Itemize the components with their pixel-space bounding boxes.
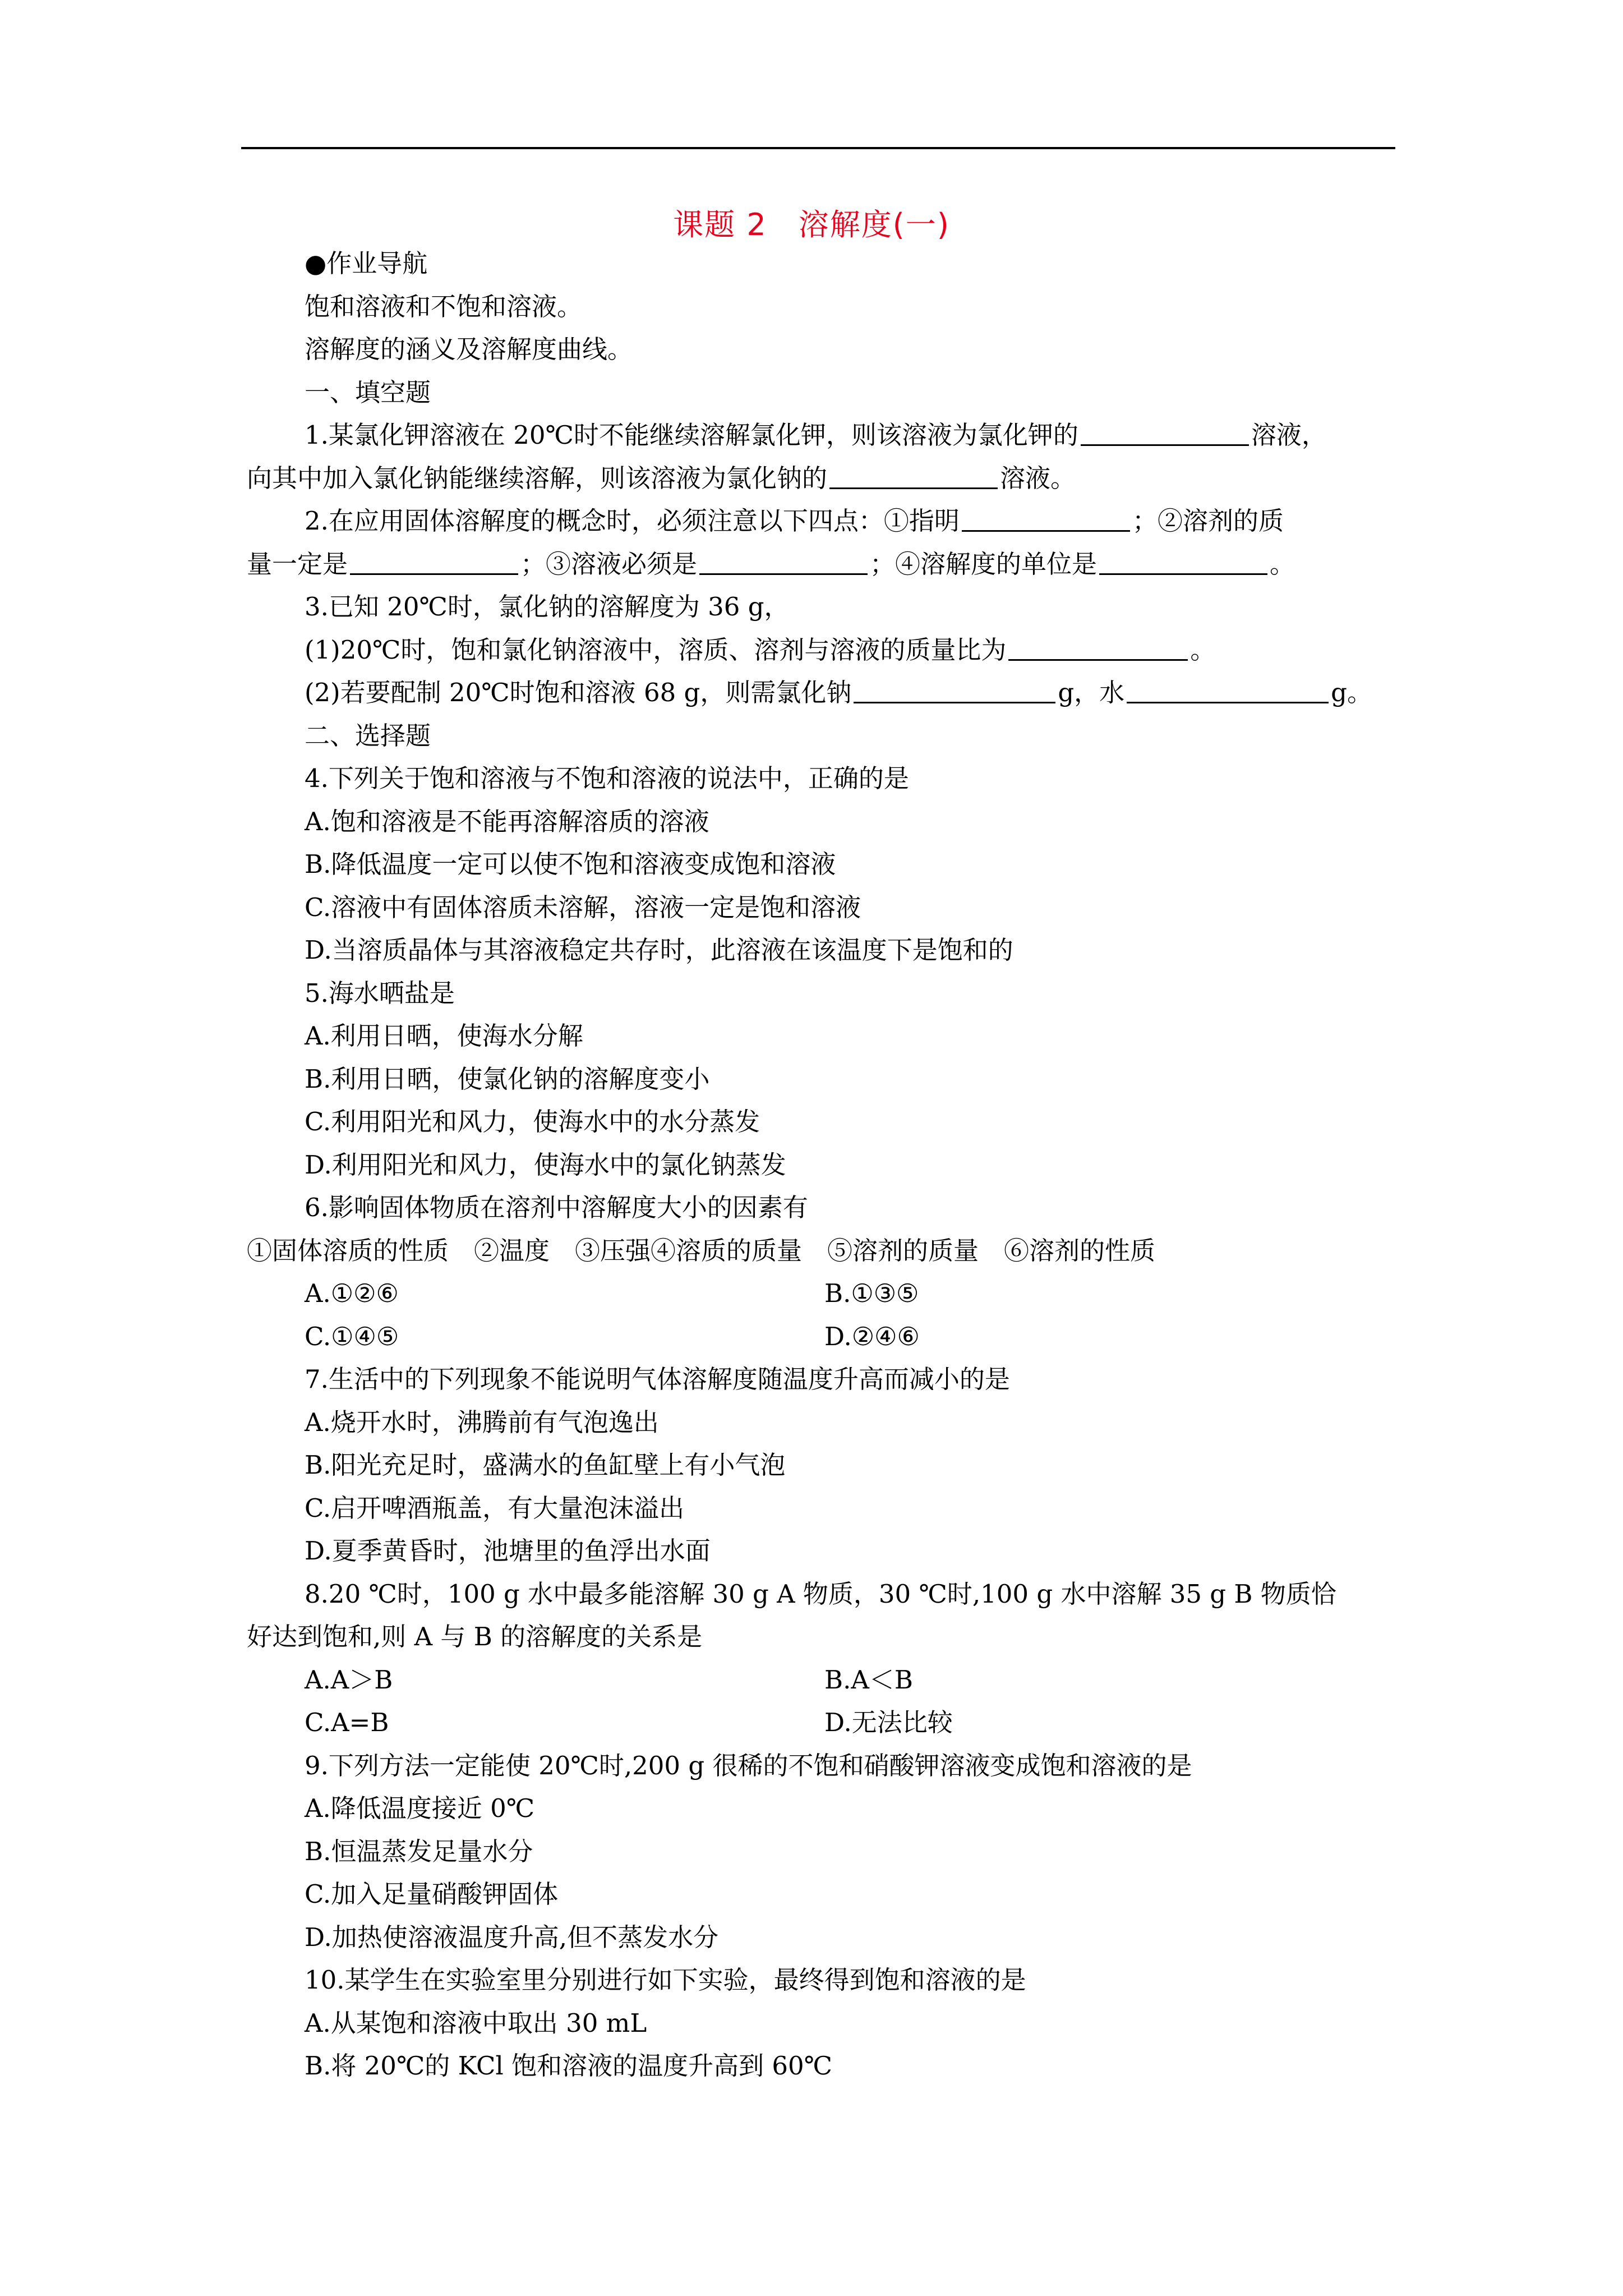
question-6-factors: ①固体溶质的性质 ②温度 ③压强④溶质的质量 ⑤溶剂的质量 ⑥溶剂的性质	[247, 1235, 1156, 1266]
option[interactable]: D.利用阳光和风力，使海水中的氯化钠蒸发	[305, 1149, 786, 1180]
answer-blank[interactable]	[829, 459, 998, 489]
option[interactable]: B.降低温度一定可以使不饱和溶液变成饱和溶液	[305, 849, 836, 879]
answer-blank[interactable]	[854, 674, 1055, 703]
question-3-stem: 3.已知 20℃时，氯化钠的溶解度为 36 g，	[305, 592, 790, 622]
option[interactable]: C.利用阳光和风力，使海水中的水分蒸发	[305, 1107, 760, 1137]
option[interactable]: A.从某饱和溶液中取出 30 mL	[305, 2008, 647, 2038]
question-5-stem: 5.海水晒盐是	[305, 978, 455, 1008]
header-rule	[241, 147, 1395, 149]
question-8-stem-cont: 好达到饱和,则 A 与 B 的溶解度的关系是	[247, 1622, 703, 1651]
option[interactable]: A.A＞B	[305, 1664, 393, 1695]
option-row	[247, 1701, 1396, 1745]
question-8-stem: 8.20 ℃时，100 g 水中最多能溶解 30 g A 物质，30 ℃时,100 g 水中溶解 35 g B 物质恰	[305, 1579, 1336, 1609]
answer-blank[interactable]	[350, 545, 518, 575]
option[interactable]: D.无法比较	[824, 1708, 953, 1737]
option[interactable]: A.烧开水时，沸腾前有气泡逸出	[305, 1407, 659, 1437]
section-heading: 一、填空题	[305, 377, 431, 407]
nav-item: 溶解度的涵义及溶解度曲线。	[305, 334, 633, 364]
question-9-stem: 9.下列方法一定能使 20℃时,200 g 很稀的不饱和硝酸钾溶液变成饱和溶液的是	[305, 1750, 1192, 1780]
answer-blank[interactable]	[699, 545, 868, 575]
option[interactable]: C.启开啤酒瓶盖，有大量泡沫溢出	[305, 1493, 685, 1523]
option[interactable]: D.当溶质晶体与其溶液稳定共存时，此溶液在该温度下是饱和的	[305, 935, 1013, 965]
option[interactable]: D.夏季黄昏时，池塘里的鱼浮出水面	[305, 1536, 711, 1566]
option[interactable]: B.将 20℃的 KCl 饱和溶液的温度升高到 60℃	[305, 2051, 833, 2081]
option[interactable]: B.利用日晒，使氯化钠的溶解度变小	[305, 1064, 710, 1094]
option[interactable]: B.恒温蒸发足量水分	[305, 1836, 533, 1866]
option-row	[247, 1272, 1396, 1315]
answer-blank[interactable]	[1127, 674, 1329, 703]
answer-blank[interactable]	[1008, 631, 1188, 661]
nav-heading: ●作业导航	[305, 249, 428, 278]
option-row	[247, 1659, 1396, 1702]
answer-blank[interactable]	[962, 502, 1130, 532]
option[interactable]: D.加热使溶液温度升高,但不蒸发水分	[305, 1922, 719, 1952]
option[interactable]: C.溶液中有固体溶质未溶解，溶液一定是饱和溶液	[305, 892, 861, 922]
answer-blank[interactable]	[1081, 416, 1249, 446]
question-2-line-1: 2.在应用固体溶解度的概念时，必须注意以下四点：①指明 ；②溶剂的质	[247, 500, 1396, 543]
page-title: 课题 2 溶解度(一)	[673, 207, 950, 242]
option[interactable]: A.①②⑥	[305, 1278, 399, 1308]
option[interactable]: B.A＜B	[824, 1664, 913, 1695]
option[interactable]: C.①④⑤	[305, 1321, 399, 1351]
answer-blank[interactable]	[1099, 545, 1267, 575]
option-row	[247, 1315, 1396, 1359]
question-4-stem: 4.下列关于饱和溶液与不饱和溶液的说法中，正确的是	[305, 763, 909, 793]
nav-item: 饱和溶液和不饱和溶液。	[305, 291, 583, 321]
question-7-stem: 7.生活中的下列现象不能说明气体溶解度随温度升高而减小的是	[305, 1364, 1010, 1394]
question-10-stem: 10.某学生在实验室里分别进行如下实验，最终得到饱和溶液的是	[305, 1965, 1026, 1995]
question-6-stem: 6.影响固体物质在溶剂中溶解度大小的因素有	[305, 1193, 808, 1222]
question-3-part-2: (2)若要配制 20℃时饱和溶液 68 g，则需氯化钠 g，水 g。	[247, 671, 1396, 715]
section-heading: 二、选择题	[305, 720, 431, 751]
option[interactable]: C.A=B	[305, 1708, 389, 1737]
question-1-line-1: 1.某氯化钾溶液在 20℃时不能继续溶解氯化钾，则该溶液为氯化钾的 溶液，	[247, 414, 1396, 457]
option[interactable]: A.饱和溶液是不能再溶解溶质的溶液	[305, 806, 709, 836]
question-1-line-2: 向其中加入氯化钠能继续溶解，则该溶液为氯化钠的 溶液。	[247, 457, 1396, 500]
question-3-part-1: (1)20℃时，饱和氯化钠溶液中，溶质、溶剂与溶液的质量比为 。	[247, 629, 1396, 672]
question-2-line-2: 量一定是 ；③溶液必须是 ；④溶解度的单位是 。	[247, 543, 1396, 586]
option[interactable]: B.阳光充足时，盛满水的鱼缸壁上有小气泡	[305, 1450, 786, 1480]
option[interactable]: A.降低温度接近 0℃	[305, 1793, 535, 1823]
worksheet-content	[247, 242, 1396, 2088]
option[interactable]: D.②④⑥	[824, 1321, 920, 1351]
option[interactable]: A.利用日晒，使海水分解	[305, 1021, 583, 1051]
option[interactable]: B.①③⑤	[824, 1278, 919, 1308]
option[interactable]: C.加入足量硝酸钾固体	[305, 1879, 559, 1909]
